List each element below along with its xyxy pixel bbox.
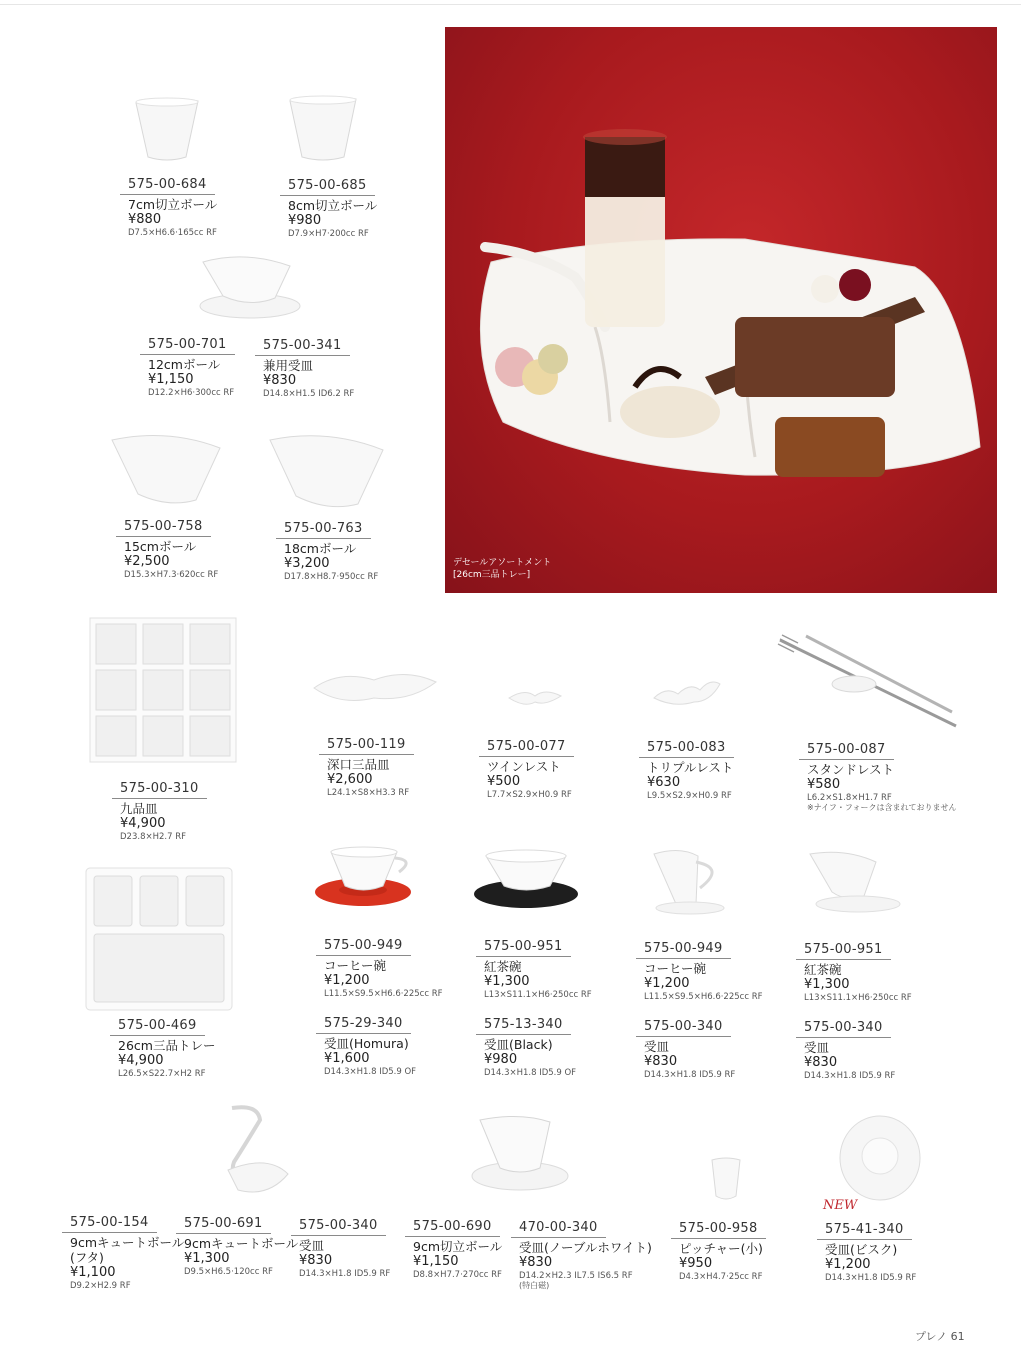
product-name: 受皿(ノーブルホワイト) bbox=[519, 1239, 652, 1255]
product-price: ¥830 bbox=[299, 1252, 333, 1268]
cute-bowl-with-lid-image bbox=[198, 1104, 298, 1200]
product-price: ¥830 bbox=[804, 1054, 838, 1070]
product-code: 575-00-083 bbox=[639, 740, 734, 758]
product-name: 受皿(Black) bbox=[484, 1036, 553, 1052]
product-575-29-340 bbox=[324, 1012, 416, 1077]
product-name: ピッチャー(小) bbox=[679, 1240, 763, 1256]
photo-caption-title: デセールアソートメント bbox=[453, 557, 552, 568]
product-code: 470-00-340 bbox=[511, 1220, 606, 1238]
product-name: 紅茶碗 bbox=[804, 961, 842, 977]
product-name: 15cmボール bbox=[124, 538, 197, 554]
product-name: 9cmキュートボール bbox=[184, 1235, 299, 1251]
product-code: 575-13-340 bbox=[476, 1017, 571, 1035]
product-spec: D14.3×H1.8 ID5.9 RF bbox=[644, 1070, 736, 1081]
product-code: 575-00-341 bbox=[255, 338, 350, 356]
product-price: ¥830 bbox=[519, 1254, 553, 1270]
bowl-7cm-image bbox=[132, 95, 202, 165]
photo-caption bbox=[453, 557, 551, 581]
product-price: ¥3,200 bbox=[284, 555, 330, 571]
product-price: ¥950 bbox=[679, 1255, 713, 1271]
product-name: 紅茶碗 bbox=[484, 958, 522, 974]
product-spec: D9.2×H2.9 RF bbox=[70, 1281, 131, 1292]
product-code: 575-00-690 bbox=[405, 1219, 500, 1237]
product-spec: L24.1×S8×H3.3 RF bbox=[327, 788, 410, 799]
tea-cup-black-saucer-image bbox=[472, 848, 582, 914]
product-code: 575-29-340 bbox=[316, 1016, 411, 1034]
product-price: ¥830 bbox=[644, 1053, 678, 1069]
coffee-cup-red-saucer-image bbox=[313, 846, 417, 914]
product-code: 575-00-154 bbox=[62, 1215, 157, 1233]
product-price: ¥1,300 bbox=[184, 1250, 230, 1266]
product-575-00-077 bbox=[487, 735, 574, 800]
product-name: 受皿 bbox=[804, 1039, 830, 1055]
product-575-00-684 bbox=[128, 173, 217, 238]
product-price: ¥1,200 bbox=[825, 1256, 871, 1272]
product-spec: L26.5×S22.7×H2 RF bbox=[118, 1069, 206, 1080]
product-price: ¥1,200 bbox=[644, 975, 690, 991]
product-spec: D14.8×H1.5 ID6.2 RF bbox=[263, 389, 355, 400]
product-spec: D14.3×H1.8 ID5.9 OF bbox=[324, 1067, 417, 1078]
product-price: ¥880 bbox=[128, 211, 162, 227]
product-575-00-340-a bbox=[644, 1015, 735, 1080]
product-575-00-951-b bbox=[804, 938, 912, 1003]
product-575-00-758 bbox=[124, 515, 218, 580]
product-name: 受皿(ビスク) bbox=[825, 1241, 898, 1257]
product-575-00-083 bbox=[647, 736, 734, 801]
product-575-00-310 bbox=[120, 777, 207, 842]
product-spec: L6.2×S1.8×H1.7 RF bbox=[807, 793, 892, 804]
product-name: 深口三品皿 bbox=[327, 756, 390, 772]
product-code: 575-00-951 bbox=[796, 942, 891, 960]
product-470-00-340 bbox=[519, 1216, 652, 1291]
product-spec: D15.3×H7.3·620cc RF bbox=[124, 570, 219, 581]
product-price: ¥2,500 bbox=[124, 553, 170, 569]
product-spec: D17.8×H8.7·950cc RF bbox=[284, 572, 379, 583]
product-name: 9cm切立ボール bbox=[413, 1238, 503, 1254]
product-name: 受皿 bbox=[299, 1237, 325, 1253]
product-name: ツインレスト bbox=[487, 758, 561, 774]
product-code: 575-00-087 bbox=[799, 742, 894, 760]
product-spec: D14.3×H1.8 ID5.9 OF bbox=[484, 1068, 577, 1079]
product-code: 575-00-685 bbox=[280, 178, 375, 196]
product-spec: D8.8×H7.7·270cc RF bbox=[413, 1270, 502, 1281]
bowl-8cm-image bbox=[286, 93, 360, 165]
product-price: ¥1,150 bbox=[413, 1253, 459, 1269]
product-575-00-340-b bbox=[804, 1016, 895, 1081]
product-price: ¥4,900 bbox=[118, 1052, 164, 1068]
top-rule bbox=[0, 4, 1021, 5]
product-spec: D9.5×H6.5·120cc RF bbox=[184, 1267, 273, 1278]
product-code: 575-00-119 bbox=[319, 737, 414, 755]
product-price: ¥580 bbox=[807, 776, 841, 792]
product-price: ¥1,150 bbox=[148, 371, 194, 387]
product-575-00-087 bbox=[807, 738, 957, 813]
product-575-00-341 bbox=[263, 334, 354, 399]
product-name: 受皿(Homura) bbox=[324, 1035, 409, 1051]
product-name: コーヒー碗 bbox=[644, 960, 707, 976]
product-code: 575-00-340 bbox=[636, 1019, 731, 1037]
product-price: ¥1,600 bbox=[324, 1050, 370, 1066]
product-note: (特白磁) bbox=[519, 1281, 550, 1291]
product-575-00-685 bbox=[288, 174, 377, 239]
product-name: 12cmボール bbox=[148, 356, 221, 372]
product-code: 575-41-340 bbox=[817, 1222, 912, 1240]
product-spec: D14.3×H1.8 ID5.9 RF bbox=[825, 1273, 917, 1284]
product-spec: D14.2×H2.3 IL7.5 IS6.5 RF bbox=[519, 1271, 633, 1282]
product-code: 575-00-758 bbox=[116, 519, 211, 537]
bowl-9cm-with-saucer-image bbox=[470, 1112, 570, 1196]
product-spec: D14.3×H1.8 ID5.9 RF bbox=[804, 1071, 896, 1082]
product-code: 575-00-691 bbox=[176, 1216, 271, 1234]
new-badge: NEW bbox=[823, 1198, 858, 1213]
three-section-tray-26cm-image bbox=[84, 866, 234, 1012]
product-spec: L13×S11.1×H6·250cc RF bbox=[484, 990, 592, 1001]
coffee-cup-white-image bbox=[650, 846, 730, 916]
small-pitcher-image bbox=[706, 1154, 746, 1204]
product-price: ¥980 bbox=[288, 212, 322, 228]
page-footer: プレノ 61 bbox=[915, 1330, 965, 1343]
product-name: 26cm三品トレー bbox=[118, 1037, 216, 1053]
product-code: 575-00-701 bbox=[140, 337, 235, 355]
product-price: ¥830 bbox=[263, 372, 297, 388]
product-spec: D7.5×H6.6·165cc RF bbox=[128, 228, 217, 239]
product-575-00-701 bbox=[148, 333, 235, 398]
product-name: 兼用受皿 bbox=[263, 357, 314, 373]
bowl-15cm-image bbox=[108, 428, 223, 508]
product-price: ¥1,200 bbox=[324, 972, 370, 988]
product-code: 575-00-077 bbox=[479, 739, 574, 757]
dessert-assortment-photo bbox=[445, 27, 997, 593]
deep-three-section-plate-image bbox=[310, 662, 440, 710]
triple-rest-image bbox=[650, 672, 724, 710]
product-spec: D23.8×H2.7 RF bbox=[120, 832, 186, 843]
product-name: 受皿 bbox=[644, 1038, 670, 1054]
product-575-00-690 bbox=[413, 1215, 502, 1280]
product-575-00-691 bbox=[184, 1212, 298, 1277]
nine-section-plate-image bbox=[88, 616, 238, 764]
product-spec: L11.5×S9.5×H6.6·225cc RF bbox=[324, 989, 443, 1000]
product-575-13-340 bbox=[484, 1013, 576, 1078]
product-code: 575-00-958 bbox=[671, 1221, 766, 1239]
bowl-12cm-with-saucer-image bbox=[195, 250, 305, 326]
product-spec: D4.3×H4.7·25cc RF bbox=[679, 1272, 763, 1283]
product-spec: L7.7×S2.9×H0.9 RF bbox=[487, 790, 572, 801]
product-spec: D12.2×H6·300cc RF bbox=[148, 388, 235, 399]
tea-cup-white-image bbox=[806, 848, 902, 914]
product-575-00-951-a bbox=[484, 935, 592, 1000]
product-code: 575-00-949 bbox=[316, 938, 411, 956]
product-name: 7cm切立ボール bbox=[128, 196, 218, 212]
product-spec: D7.9×H7·200cc RF bbox=[288, 229, 369, 240]
product-name: 18cmボール bbox=[284, 540, 357, 556]
product-price: ¥1,300 bbox=[484, 973, 530, 989]
product-spec: L11.5×S9.5×H6.6·225cc RF bbox=[644, 992, 763, 1003]
product-name-line2: (フタ) bbox=[70, 1249, 104, 1265]
product-code: 575-00-951 bbox=[476, 939, 571, 957]
product-575-00-949-b bbox=[644, 937, 763, 1002]
product-spec: L9.5×S2.9×H0.9 RF bbox=[647, 791, 732, 802]
product-price: ¥630 bbox=[647, 774, 681, 790]
product-name: コーヒー碗 bbox=[324, 957, 387, 973]
product-name: トリプルレスト bbox=[647, 759, 734, 775]
stand-rest-with-cutlery-image bbox=[776, 634, 962, 734]
product-575-00-119 bbox=[327, 733, 414, 798]
bowl-18cm-image bbox=[266, 428, 386, 512]
product-code: 575-00-763 bbox=[276, 521, 371, 539]
product-price: ¥1,100 bbox=[70, 1264, 116, 1280]
product-name: 九品皿 bbox=[120, 800, 158, 816]
product-code: 575-00-949 bbox=[636, 941, 731, 959]
product-code: 575-00-469 bbox=[110, 1018, 205, 1036]
product-price: ¥4,900 bbox=[120, 815, 166, 831]
product-code: 575-00-340 bbox=[291, 1218, 386, 1236]
product-code: 575-00-310 bbox=[112, 781, 207, 799]
twin-rest-image bbox=[505, 682, 565, 710]
product-575-00-469 bbox=[118, 1014, 215, 1079]
product-price: ¥1,300 bbox=[804, 976, 850, 992]
product-spec: D14.3×H1.8 ID5.9 RF bbox=[299, 1269, 391, 1280]
bisque-saucer-image bbox=[836, 1108, 922, 1204]
product-575-00-340-c bbox=[299, 1214, 390, 1279]
product-575-00-949-a bbox=[324, 934, 443, 999]
product-575-00-958 bbox=[679, 1217, 766, 1282]
product-price: ¥500 bbox=[487, 773, 521, 789]
product-code: 575-00-340 bbox=[796, 1020, 891, 1038]
product-575-00-154 bbox=[70, 1211, 184, 1291]
product-price: ¥980 bbox=[484, 1051, 518, 1067]
product-575-00-763 bbox=[284, 517, 378, 582]
product-price: ¥2,600 bbox=[327, 771, 373, 787]
product-code: 575-00-684 bbox=[120, 177, 215, 195]
product-name: 8cm切立ボール bbox=[288, 197, 378, 213]
product-note: ※ナイフ・フォークは含まれておりません bbox=[807, 803, 957, 813]
product-575-41-340 bbox=[825, 1218, 916, 1283]
product-spec: L13×S11.1×H6·250cc RF bbox=[804, 993, 912, 1004]
photo-caption-product: [26cm三品トレー] bbox=[453, 569, 531, 580]
product-name: スタンドレスト bbox=[807, 761, 895, 777]
product-name: 9cmキュートボール bbox=[70, 1234, 185, 1250]
